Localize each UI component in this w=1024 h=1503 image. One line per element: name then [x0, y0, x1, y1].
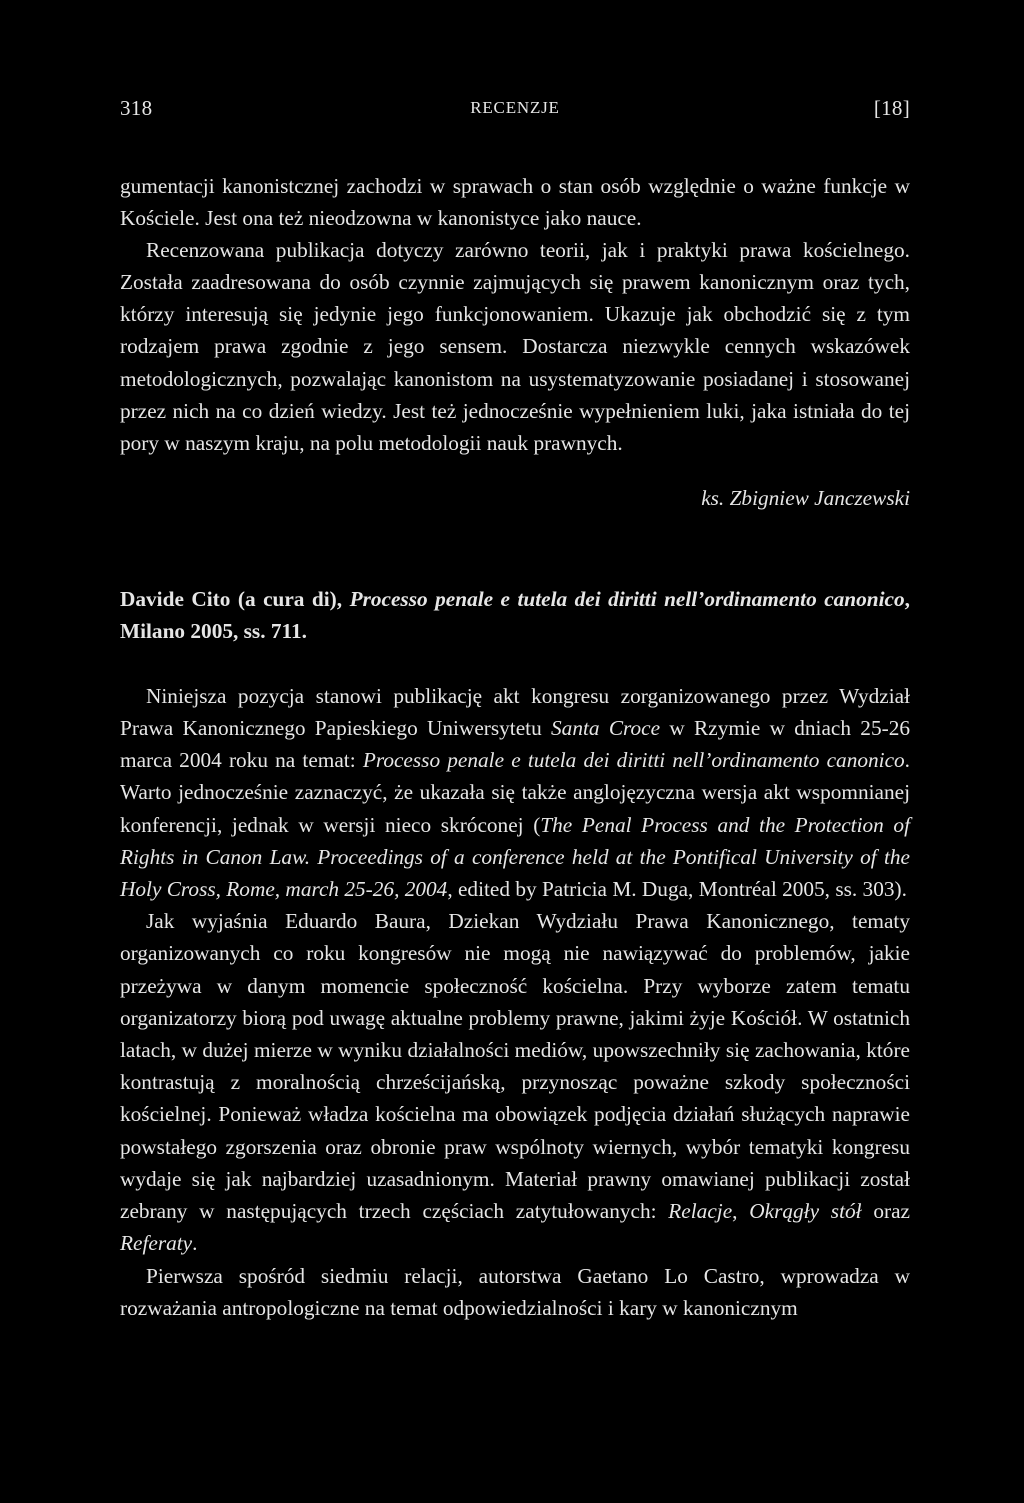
italic-run: The Penal Process and the Protection of Rights in Canon Law. Proceedings of a conference held at the Pontifical University of the Holy Cross, Rome, march 25-26, 2004	[120, 812, 910, 902]
italic-run: Relacje	[668, 1199, 733, 1224]
italic-run: Processo penale e tutela dei diritti nell’ordinamento canonico	[362, 748, 905, 773]
review-heading-author: Davide Cito (a cura di),	[120, 586, 350, 611]
review-heading	[120, 583, 910, 647]
review-paragraph-3: Pierwsza spośród siedmiu relacji, autorstwa Gaetano Lo Castro, wprowadza w rozważania antropologiczne na temat odpowiedzialności i kary w kanonicznym	[120, 1263, 910, 1320]
italic-run: Referaty	[120, 1231, 193, 1256]
section-title: RECENZJE	[470, 98, 560, 117]
review-signature: ks. Zbigniew Janczewski	[701, 485, 910, 510]
text-run: . Warto jednocześnie zaznaczyć, że ukazała się także anglojęzyczna wersja akt wspomnianej konferencji, jednak w wersji nieco skróconej (	[120, 748, 910, 837]
italic-run: Santa Croce	[551, 716, 661, 741]
text-run: w Rzymie w dniach 25-26 marca 2004 roku na temat:	[120, 716, 910, 773]
review-paragraph-1	[120, 680, 910, 905]
review-heading-title: Processo penale e tutela dei diritti nell’ordinamento canonico	[349, 586, 905, 611]
prev-review-paragraph-2: Recenzowana publikacja dotyczy zarówno teorii, jak i praktyki prawa kościelnego. Została zaadresowana do osób czynnie zajmujących się prawem kanonicznym oraz tych, którzy interesują się jedynie jego funkcjonowaniem. Ukazuje jak obchodzić się z tym rodzajem prawa zgodnie z jego sensem. Dostarcza niezwykle cennych wskazówek metodologicznych, pozwalając kanonistom na usystematyzowanie posiadanej i stosowanej przez nich na co dzień wiedzy. Jest też jednocześnie wypełnieniem luki, jaka istniała do tej pory w naszym kraju, na polu metodologii nauk prawnych.	[120, 238, 910, 455]
running-header	[120, 96, 910, 132]
text-run: Jak wyjaśnia Eduardo Baura, Dziekan Wydziału Prawa Kanonicznego, tematy organizowanych co roku kongresów nie mogą nie nawiązywać do problemów, jakie przeżywa w danym momencie społeczność kościelna. Przy wyborze zatem tematu organizatorzy biorą pod uwagę aktualne problemy prawne, jakimi żyje Kościół. W ostatnich latach, w dużej mierze w wyniku działalności mediów, upowszechniły się zachowania, które kontrastują z moralnością chrześcijańską, przynosząc poważne szkody społeczności kościelnej. Ponieważ władza kościelna ma obowiązek podjęcia działań służących naprawie powstałego zgorszenia oraz obronie praw wspólnoty wiernych, wybór tematyki kongresu wydaje się jak najbardziej uzasadnionym. Materiał prawny omawianej publikacji został zebrany w następujących trzech częściach zatytułowanych:	[120, 909, 910, 1224]
document-page	[120, 96, 910, 1324]
review-heading-publication: , Milano 2005, ss. 711.	[120, 586, 910, 643]
text-run: ,	[732, 1199, 750, 1224]
review-body	[120, 680, 910, 1324]
review-paragraph-2	[120, 905, 910, 1259]
page-number: 318	[120, 96, 153, 120]
italic-run: Okrągły stół	[749, 1199, 862, 1224]
text-run: Niniejsza pozycja stanowi publikację akt kongresu zorganizowanego przez Wydział Prawa Kanonicznego Papieskiego Uniwersytetu	[120, 683, 910, 741]
text-run: , edited by Patricia M. Duga, Montréal 2005, ss. 303).	[447, 877, 907, 902]
text-run: .	[192, 1231, 198, 1256]
text-run: oraz	[861, 1199, 910, 1224]
prev-review-paragraph-1: gumentacji kanonistcznej zachodzi w sprawach o stan osób względnie o ważne funkcje w Kościele. Jest ona też nieodzowna w kanonistyce jako nauce.	[120, 174, 910, 231]
page-id: [18]	[873, 96, 910, 120]
